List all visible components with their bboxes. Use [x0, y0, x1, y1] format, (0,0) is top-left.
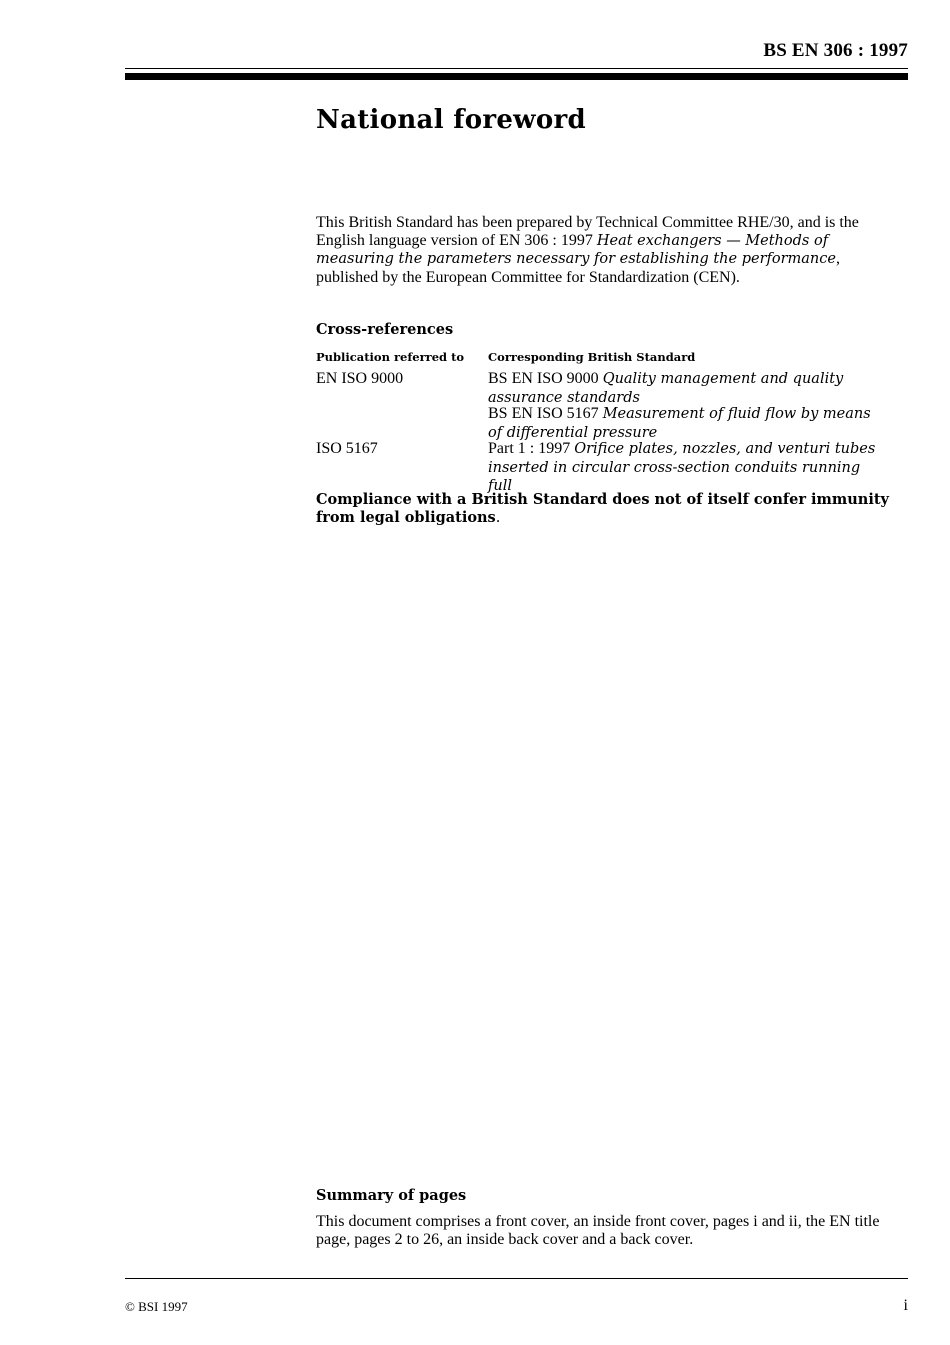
- summary-heading: Summary of pages: [316, 1187, 467, 1204]
- footer-rule: [125, 1278, 908, 1279]
- intro-paragraph: [316, 214, 906, 286]
- xref-row-3-std-plain: Part 1 : 1997: [488, 440, 575, 457]
- compliance-bold-text: Compliance with a British Standard does not of itself confer immunity from legal obligations: [316, 491, 889, 526]
- header-rule-thin: [125, 68, 908, 69]
- document-id: BS EN 306 : 1997: [763, 40, 908, 61]
- summary-paragraph: This document comprises a front cover, an inside front cover, pages i and ii, the EN title page, pages 2 to 26, an inside back cover and a back cover.: [316, 1213, 880, 1248]
- header-rule-thick: [125, 73, 908, 80]
- xref-row-3-standard: [488, 440, 888, 496]
- xref-row-1-standard: [488, 370, 888, 407]
- xref-row-1-ref: EN ISO 9000: [316, 370, 404, 387]
- page-title: National foreword: [316, 105, 586, 135]
- intro-title-italic: Heat exchangers — Methods of measuring the parameters necessary for establishing the performance: [316, 232, 836, 267]
- column-header-publication: Publication referred to: [316, 350, 465, 364]
- intro-text-start: This British Standard has been prepared by Technical Committee RHE/30, and is the English language version of EN 306 : 1997: [316, 214, 859, 249]
- xref-row-2-standard: [488, 405, 888, 442]
- column-header-british-standard: Corresponding British Standard: [488, 350, 696, 364]
- compliance-statement: [316, 491, 896, 527]
- cross-references-heading: Cross-references: [316, 321, 454, 338]
- xref-row-2-std-italic: Measurement of fluid flow by means of differential pressure: [488, 406, 871, 441]
- xref-row-3-std-italic: Orifice plates, nozzles, and venturi tubes inserted in circular cross-section conduits running full: [488, 441, 876, 494]
- copyright-notice: © BSI 1997: [125, 1299, 188, 1314]
- xref-row-1-std-italic: Quality management and quality assurance standards: [488, 371, 844, 406]
- compliance-tail: .: [495, 510, 501, 526]
- xref-row-2-std-plain: BS EN ISO 5167: [488, 405, 603, 422]
- xref-row-3-ref: ISO 5167: [316, 440, 378, 457]
- page-number: i: [903, 1297, 908, 1314]
- intro-text-end: , published by the European Committee for Standardization (CEN).: [316, 250, 840, 286]
- xref-row-1-std-plain: BS EN ISO 9000: [488, 370, 603, 387]
